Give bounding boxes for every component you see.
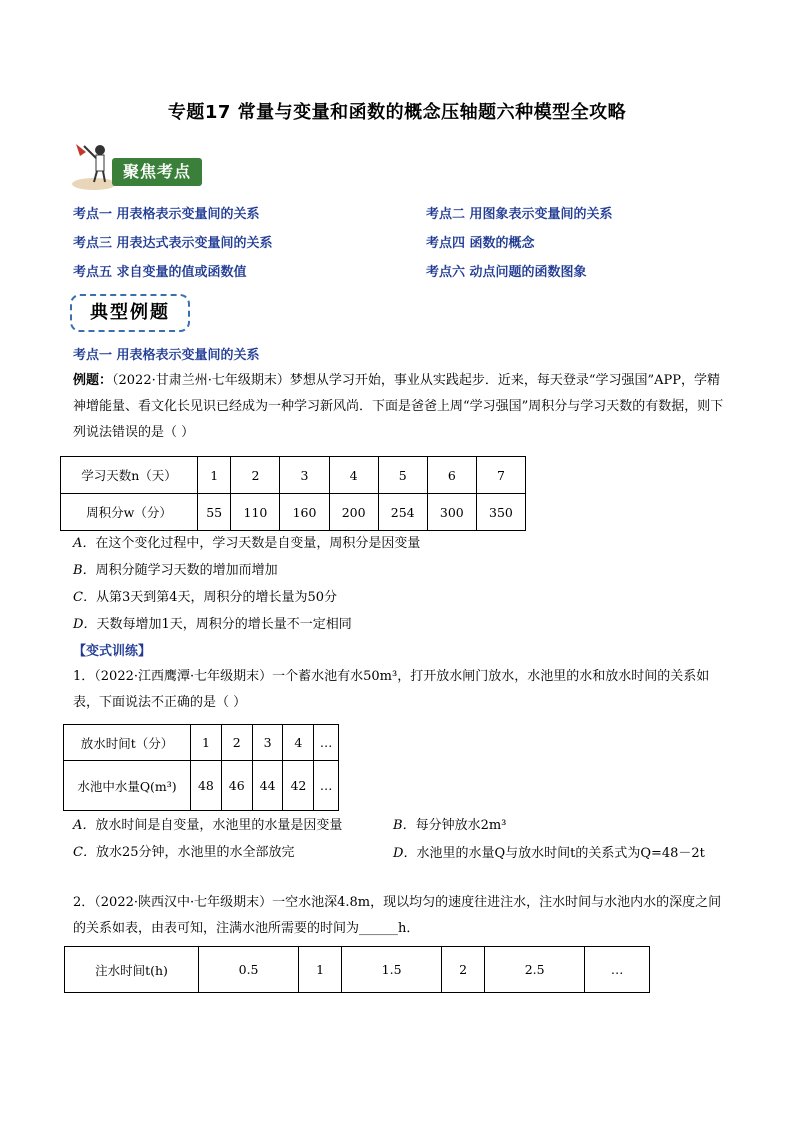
table-cell: 44 [252,761,283,811]
table-cell: 254 [378,494,427,531]
table-cell: 7 [476,457,525,494]
q2-text: 2．（2022·陕西汉中·七年级期末）一空水池深4.8m，现以均匀的速度往进注水，注水时间与水池内水的深度之间的关系如表，由表可知，注满水池所需要的时间为______h． [73,895,722,936]
table-cell: 4 [283,725,314,761]
table-header: 学习天数n（天） [61,457,198,494]
topic-6[interactable]: 考点六 动点问题的函数图象 [426,265,587,280]
table-cell: 2 [442,947,485,993]
table-cell: 3 [252,725,283,761]
table-cell: 200 [329,494,378,531]
q2-table [64,946,650,993]
table-cell: … [314,761,339,811]
table-cell: 6 [427,457,476,494]
table-cell: 55 [198,494,231,531]
table-cell: 48 [191,761,222,811]
q1-text: 1．（2022·江西鹰潭·七年级期末）一个蓄水池有水50m³，打开放水闸门放水，水池里的水和放水时间的关系如表，下面说法不正确的是（ ） [73,669,710,710]
option-c: C．从第3天到第4天，周积分的增长量为50分 [73,590,338,605]
q1-option-b: B．每分钟放水2m³ [393,818,507,833]
table-cell: 2 [221,725,252,761]
option-b: B．周积分随学习天数的增加而增加 [73,563,278,578]
table-cell: … [314,725,339,761]
q1-option-c: C．放水25分钟，水池里的水全部放完 [73,845,295,860]
table-cell: 5 [378,457,427,494]
table-cell: 3 [280,457,329,494]
topic-3[interactable]: 考点三 用表达式表示变量间的关系 [73,236,273,251]
topic-4[interactable]: 考点四 函数的概念 [426,236,535,251]
focus-banner-label: 聚焦考点 [112,158,202,186]
table-cell: 300 [427,494,476,531]
page-title: 专题17 常量与变量和函数的概念压轴题六种模型全攻略 [167,102,627,123]
table-cell: 2 [231,457,280,494]
table-cell: 1.5 [342,947,442,993]
q1-option-a: A．放水时间是自变量，水池里的水量是因变量 [73,818,343,833]
option-d: D．天数每增加1天，周积分的增长量不一定相同 [73,617,352,632]
table-header: 注水时间t(h) [65,947,199,993]
topic-2[interactable]: 考点二 用图象表示变量间的关系 [426,207,613,222]
q1-option-d: D．水池里的水量Q与放水时间t的关系式为Q=48－2t [393,846,705,861]
table-cell: 1 [299,947,342,993]
focus-banner [70,140,202,192]
example-table [60,456,526,531]
table-cell: 0.5 [199,947,299,993]
table-cell: 42 [283,761,314,811]
option-a: A．在这个变化过程中，学习天数是自变量，周积分是因变量 [73,536,421,551]
table-cell: 1 [198,457,231,494]
example-text: 例题：（2022·甘肃兰州·七年级期末）梦想从学习开始，事业从实践起步．近来，每天登录“学习强国”APP，学精神增能量、看文化长见识已经成为一种学习新风尚．下面是爸爸上周“学习强国”周积分与学习天数的有数据，则下列说法错误的是（ ） [73,373,724,440]
table-header: 周积分w（分） [61,494,198,531]
table-header: 水池中水量Q(m³) [64,761,191,811]
table-cell: 4 [329,457,378,494]
table-header: 放水时间t（分） [64,725,191,761]
table-cell: 110 [231,494,280,531]
table-cell: 160 [280,494,329,531]
table-cell: 2.5 [485,947,585,993]
variant-label: 【变式训练】 [73,644,152,659]
topic-1[interactable]: 考点一 用表格表示变量间的关系 [73,207,260,222]
section1-heading: 考点一 用表格表示变量间的关系 [73,348,260,363]
table-cell: 1 [191,725,222,761]
topic-5[interactable]: 考点五 求自变量的值或函数值 [73,265,247,280]
q1-table [63,724,339,811]
table-cell: … [585,947,650,993]
table-cell: 46 [221,761,252,811]
section-badge: 典型例题 [70,294,190,332]
table-cell: 350 [476,494,525,531]
